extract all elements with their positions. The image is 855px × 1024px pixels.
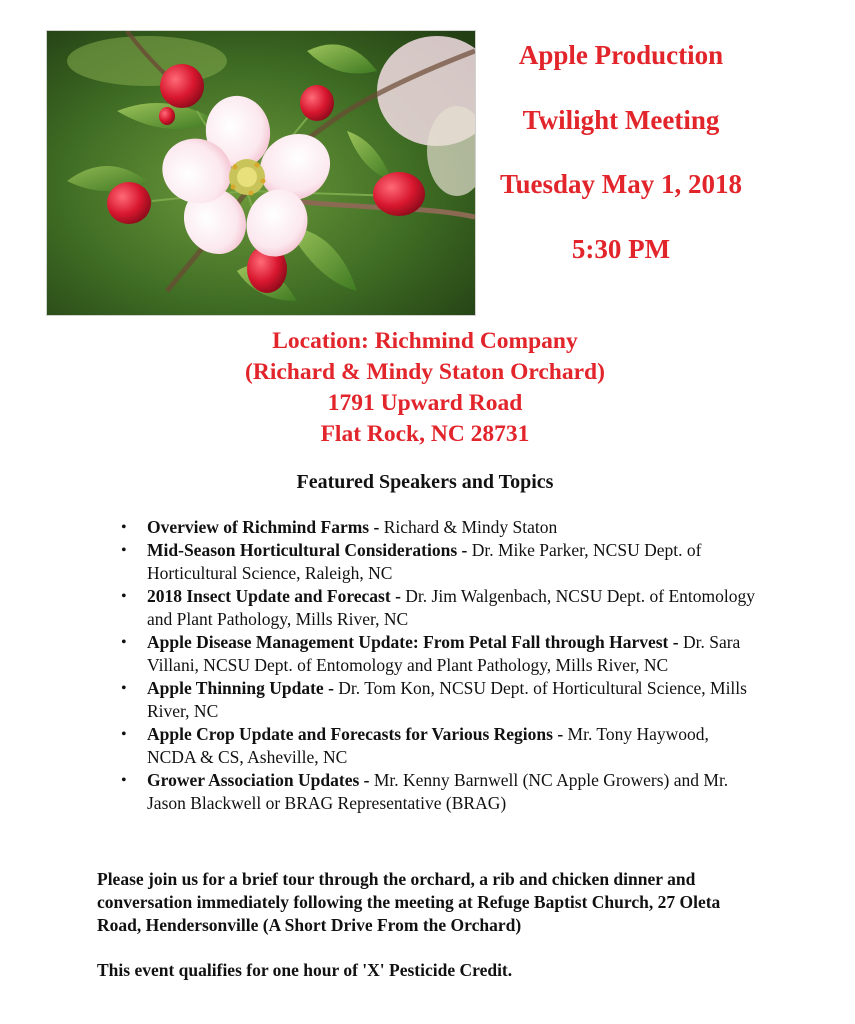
speaker-separator: - bbox=[359, 770, 374, 790]
bullet-icon: • bbox=[121, 726, 127, 743]
event-time: 5:30 PM bbox=[571, 234, 671, 264]
speaker-detail: Dr. Jim Walgenbach, NCSU Dept. of Entomology and Plant Pathology, Mills River, NC bbox=[147, 586, 755, 629]
pesticide-credit-note: This event qualifies for one hour of 'X' Pesticide Credit. bbox=[97, 960, 513, 980]
speaker-topic: Apple Disease Management Update: From Petal Fall through Harvest bbox=[147, 632, 669, 652]
location-block bbox=[140, 326, 710, 450]
location-street: 1791 Upward Road bbox=[327, 390, 523, 416]
bullet-icon: • bbox=[121, 542, 127, 559]
apple-blossom-illustration bbox=[47, 31, 475, 315]
location-city: Flat Rock, NC 28731 bbox=[320, 421, 530, 447]
speaker-topic: Mid-Season Horticultural Considerations bbox=[147, 540, 458, 560]
speaker-item bbox=[117, 769, 757, 815]
speaker-item bbox=[117, 585, 757, 631]
speaker-item bbox=[117, 539, 757, 585]
location-name: Location: Richmind Company bbox=[272, 328, 578, 354]
speaker-detail: Dr. Tom Kon, NCSU Dept. of Horticultural Science, Mills River, NC bbox=[147, 678, 747, 721]
bullet-icon: • bbox=[121, 588, 127, 605]
speaker-detail: Richard & Mindy Staton bbox=[383, 517, 558, 537]
dinner-invitation: Please join us for a brief tour through the orchard, a rib and chicken dinner and conversation immediately following the meeting at Refuge Baptist Church, 27 Oleta Road, Hendersonville (A Short Drive From the Orchard) bbox=[97, 869, 721, 935]
speaker-separator: - bbox=[323, 678, 339, 698]
speaker-item bbox=[117, 631, 757, 677]
speakers-list bbox=[117, 516, 757, 815]
speaker-item bbox=[117, 723, 757, 769]
speaker-topic: Overview of Richmind Farms bbox=[147, 517, 370, 537]
speaker-separator: - bbox=[457, 540, 472, 560]
bullet-icon: • bbox=[121, 772, 127, 789]
speaker-detail: Dr. Sara Villani, NCSU Dept. of Entomology and Plant Pathology, Mills River, NC bbox=[147, 632, 741, 675]
speaker-topic: 2018 Insect Update and Forecast bbox=[147, 586, 391, 606]
event-title-line1: Apple Production bbox=[518, 40, 724, 70]
speaker-detail: Dr. Mike Parker, NCSU Dept. of Horticultural Science, Raleigh, NC bbox=[147, 540, 702, 583]
speaker-separator: - bbox=[668, 632, 683, 652]
speaker-detail: Mr. Tony Haywood, NCDA & CS, Asheville, NC bbox=[147, 724, 709, 767]
speakers-heading: Featured Speakers and Topics bbox=[296, 471, 554, 493]
event-date: Tuesday May 1, 2018 bbox=[499, 169, 743, 199]
speaker-separator: - bbox=[552, 724, 568, 744]
speaker-topic: Grower Association Updates bbox=[147, 770, 360, 790]
event-title-line2: Twilight Meeting bbox=[522, 105, 720, 135]
bullet-icon: • bbox=[121, 519, 127, 536]
bullet-icon: • bbox=[121, 680, 127, 697]
speaker-separator: - bbox=[369, 517, 384, 537]
speaker-topic: Apple Crop Update and Forecasts for Various Regions bbox=[147, 724, 553, 744]
speaker-detail: Mr. Kenny Barnwell (NC Apple Growers) and Mr. Jason Blackwell or BRAG Representative (BRAG) bbox=[147, 770, 729, 813]
location-orchard: (Richard & Mindy Staton Orchard) bbox=[245, 359, 605, 385]
speaker-item bbox=[117, 516, 757, 539]
speaker-separator: - bbox=[390, 586, 406, 606]
speaker-topic: Apple Thinning Update bbox=[147, 678, 324, 698]
apple-blossom-photo bbox=[46, 30, 476, 316]
speaker-item bbox=[117, 677, 757, 723]
bullet-icon: • bbox=[121, 634, 127, 651]
